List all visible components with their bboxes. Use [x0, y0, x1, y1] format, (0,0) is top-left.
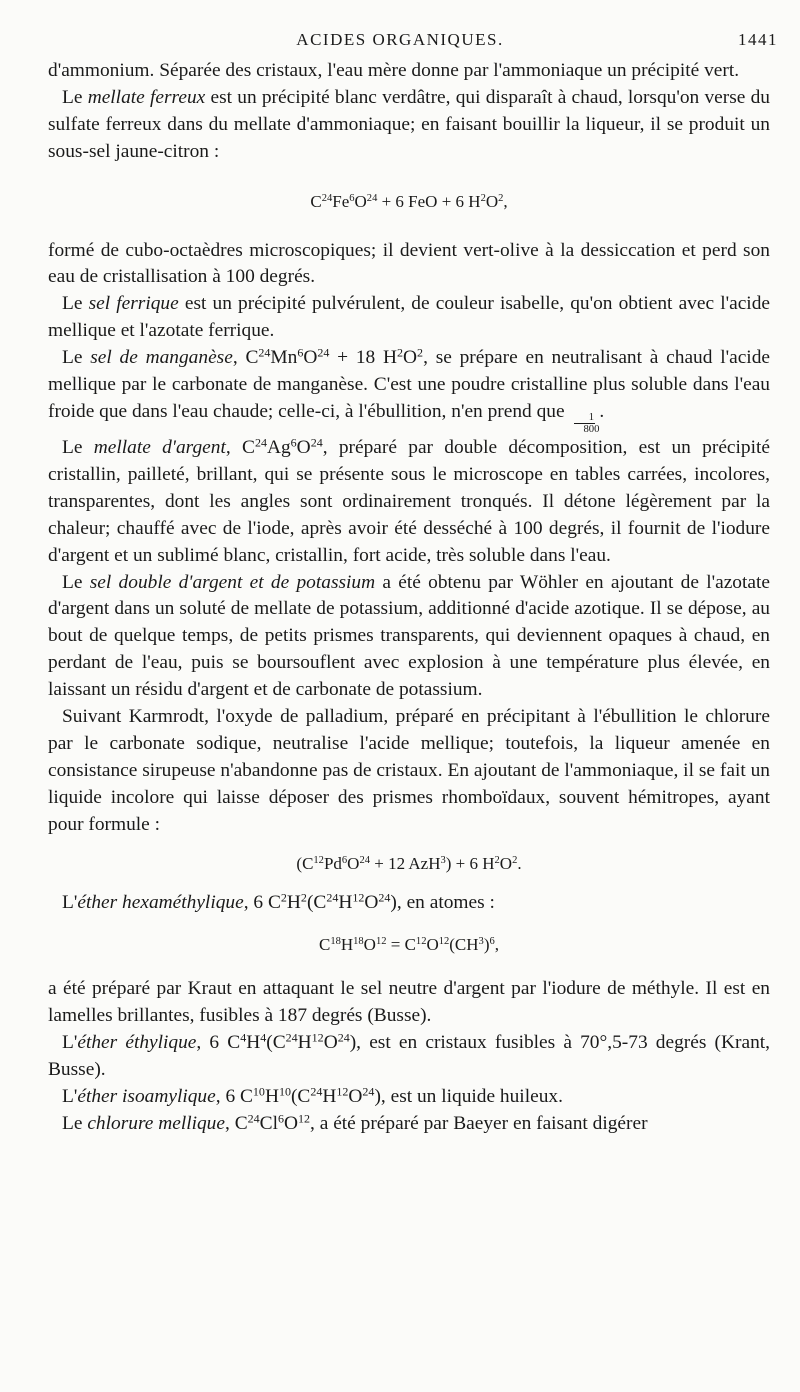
- term: sel ferrique: [88, 293, 179, 315]
- term: chlorure mellique: [87, 1112, 225, 1134]
- paragraph: d'ammonium. Séparée des cristaux, l'eau mère donne par l'ammoniaque un précipité vert.: [48, 60, 740, 81]
- fraction: $\frac{1}{800}$: [569, 412, 599, 435]
- paragraph: Le sel de manganèse, $C^{24}Mn^6O^{24} + 18$ $H^2O^2$, se prépare en neutralisant à chaud l'acide mellique par le carbonate de manganèse. C'est une poudre cristalline plus soluble dans l'eau froide que dans l'eau chaude; celle-ci, à l'ébullition, n'en prend que $\frac{1}{800}$ .: [48, 345, 770, 435]
- paragraph: L'éther hexaméthylique, 6 $C^2H^2(C^{24}H^{12}O^{24})$, en atomes :: [62, 889, 495, 913]
- paragraph: Le mellate d'argent, $C^{24}Ag^6O^{24}$, préparé par double décomposition, est un précipité cristallin, pailleté, brillant, qui se présente sous le microscope en tables carrées, incolores, transparentes, dont les angles sont ordinairement tronqués. Il détone légèrement par la chaleur; chauffé avec de l'iode, après avoir été desséché à 100 degrés, il fournit de l'iodure d'argent et un sublimé blanc, cristallin, fort acide, très soluble dans l'eau.: [48, 435, 770, 566]
- paragraph: Le sel ferrique est un précipité pulvérulent, de couleur isabelle, qu'on obtient avec l'acide mellique et l'azotate ferrique.: [48, 293, 770, 342]
- paragraph: Suivant Karmrodt, l'oxyde de palladium, préparé en précipitant à l'ébullition le chlorure par le carbonate sodique, neutralise l'acide mellique; toutefois, la liqueur amenée en consistance sirupeuse n'abandonne pas de cristaux. En ajoutant de l'ammoniaque, il se fait un liquide incolore qui laisse déposer des prismes rhomboïdaux, souvent hémitropes, ayant pour formule :: [48, 706, 770, 835]
- paragraph: formé de cubo-octaèdres microscopiques; il devient vert-olive à la dessiccation et perd son eau de cristallisation à 100 degrés.: [48, 239, 770, 288]
- paragraph: Le sel double d'argent et de potassium a été obtenu par Wöhler en ajoutant de l'azotate d'argent dans un soluté de mellate de potassium, additionné d'acide azotique. Il se dépose, au bout de quelque temps, de petits prismes transparents, qui deviennent opaques à chaud, en perdant de l'eau, puis se boursouflent avec explosion à une température plus élevée, en laissant un résidu d'argent et de carbonate de potassium.: [48, 571, 770, 701]
- body-text: [48, 58, 770, 1138]
- term: mellate ferreux: [87, 86, 206, 108]
- header-title: ACIDES ORGANIQUES.: [296, 30, 504, 49]
- inline-formula: $C^{24}Mn^6O^{24} + 18$ $H^2O^2$: [245, 345, 424, 369]
- formula: $C^{18}H^{18}O^{12} = C^{12}O^{12}(CH^3)^6$,: [318, 935, 499, 955]
- paragraph: Le mellate ferreux est un précipité blanc verdâtre, qui disparaît à chaud, lorsqu'on verse du sulfate ferreux dans du mellate d'ammoniaque; en faisant bouillir la liqueur, il se produit un sous-sel jaune-citron :: [48, 86, 770, 162]
- term: éther hexaméthylique: [77, 891, 244, 913]
- paragraph: a été préparé par Kraut en attaquant le sel neutre d'argent par l'iodure de méthyle. Il est en lamelles brillantes, fusibles à 187 degrés (Busse).: [48, 978, 770, 1027]
- inline-formula: $C^{24}Ag^6O^{24}$: [242, 435, 323, 459]
- term: sel de manganèse: [90, 347, 233, 369]
- formula: $C^{24}Fe^6O^{24} + 6$ FeO + 6 $H^2O^2$,: [310, 191, 508, 211]
- term: mellate d'argent: [93, 437, 226, 459]
- term: éther isoamylique: [77, 1085, 216, 1107]
- paragraph: L'éther isoamylique, 6 $C^{10}H^{10}(C^{24}H^{12}O^{24})$, est un liquide huileux.: [62, 1084, 563, 1107]
- paragraph: L'éther éthylique, 6 $C^4H^4(C^{24}H^{12}O^{24})$, est en cristaux fusibles à 70°,5-73 degrés (Krant, Busse).: [48, 1030, 771, 1081]
- page-number: 1441: [738, 30, 778, 49]
- term: sel double d'argent et de potassium: [89, 571, 376, 593]
- running-header: [0, 30, 800, 60]
- formula: ($C^{12}Pd^6O^{24} + 12$ AzH$^3$) + 6 $H^2O^2$.: [296, 853, 522, 873]
- term: éther éthylique: [77, 1032, 197, 1054]
- paragraph: Le chlorure mellique, $C^{24}Cl^6O^{12}$, a été préparé par Baeyer en faisant digérer: [62, 1111, 648, 1134]
